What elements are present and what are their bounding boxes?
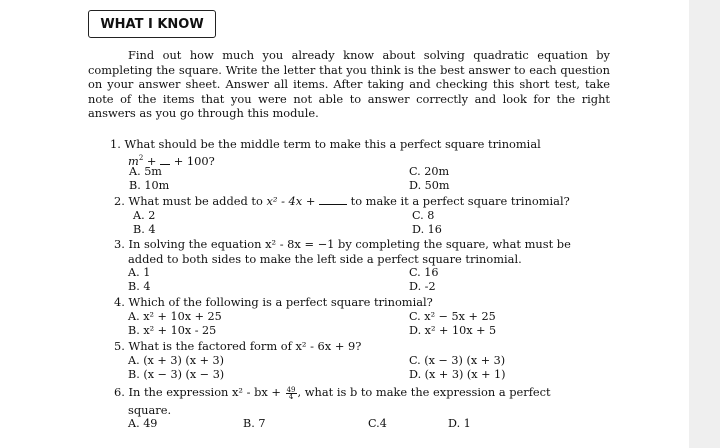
q4-option-b: B. x² + 10x - 25 [128,324,217,337]
q1-expression: $m^2$ + + 100? [128,153,215,168]
q3-option-a: A. 1 [128,266,151,279]
q3-option-b: B. 4 [128,280,151,293]
q5-option-c: C. (x − 3) (x + 3) [409,354,506,367]
page-edge [689,0,720,448]
q6-option-d: D. 1 [448,417,471,430]
q3-text-continued: added to both sides to make the left side a perfect square trinomial. [128,252,522,266]
q4-option-c: C. x² − 5x + 25 [409,310,496,323]
q2-text: 2. What must be added to x² - 4x + to make it a perfect square trinomial? [114,194,570,208]
q4-text: 4. Which of the following is a perfect square trinomial? [114,295,433,309]
q6-option-b: B. 7 [243,417,266,430]
q5-option-b: B. (x − 3) (x − 3) [128,368,225,381]
q2-option-b: B. 4 [133,223,156,236]
q3-text: 3. In solving the equation x² - 8x = −1 by completing the square, what must be [114,237,571,251]
q2-option-c: C. 8 [412,209,435,222]
q5-option-a: A. (x + 3) (x + 3) [128,354,225,367]
q1-option-a: A. 5m [129,165,162,178]
q3-option-c: C. 16 [409,266,439,279]
q6-option-a: A. 49 [128,417,158,430]
q3-option-d: D. -2 [409,280,436,293]
q2-option-a: A. 2 [133,209,156,222]
intro-paragraph: Find out how much you already know about solving quadratic equation by completing the square. Write the letter that you think is the best answer to each question on your answer sheet. Answer all items. After taking and checking this short test, take note of the items that you were not able to answer correctly and look for the right answers as you go through this module. [88,48,610,121]
q1-option-b: B. 10m [129,179,170,192]
section-heading: WHAT I KNOW [88,10,216,38]
q1-text: 1. What should be the middle term to make this a perfect square trinomial [110,137,541,151]
q5-option-d: D. (x + 3) (x + 1) [409,368,506,381]
q6-fraction: $\frac{49}{4}$ [286,385,296,401]
q6-text: 6. In the expression x² - bx + $\frac{49}{4}$ , what is b to make the expression a perfect [114,385,551,401]
q4-option-d: D. x² + 10x + 5 [409,324,497,337]
q4-option-a: A. x² + 10x + 25 [128,310,222,323]
q5-text: 5. What is the factored form of x² - 6x + 9? [114,339,362,353]
q2-option-d: D. 16 [412,223,442,236]
q6-option-c: C.4 [368,417,387,430]
q6-text-continued: square. [128,403,172,417]
q1-option-d: D. 50m [409,179,450,192]
q1-option-c: C. 20m [409,165,450,178]
